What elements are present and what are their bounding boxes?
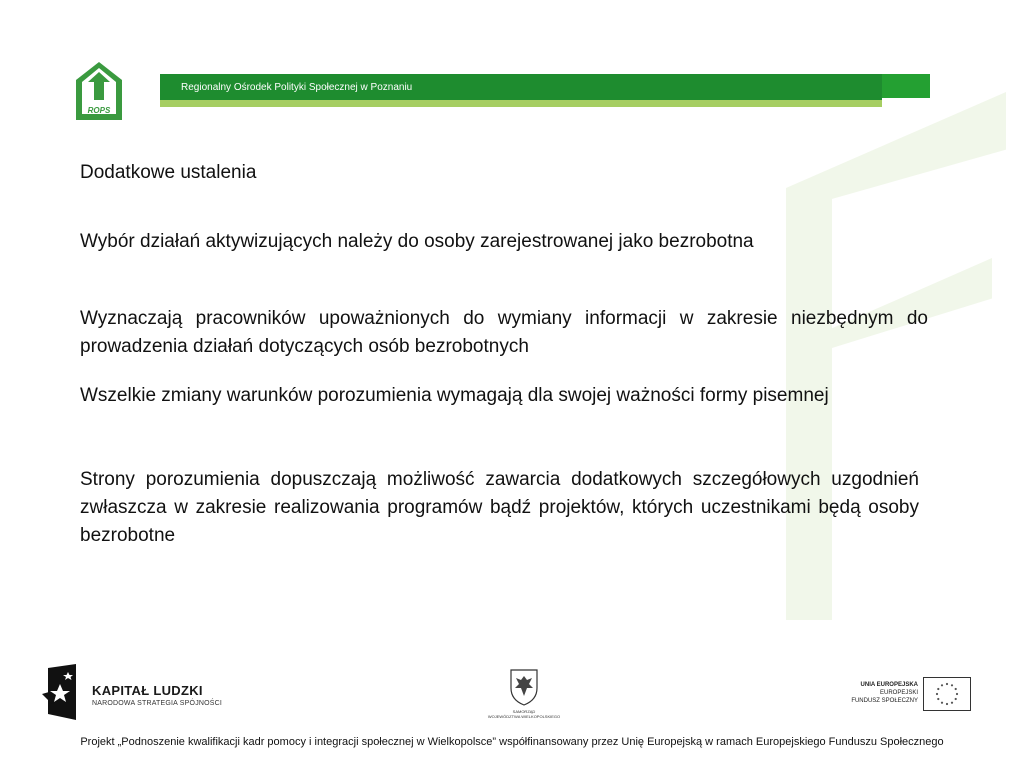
paragraph-4: Strony porozumienia dopuszczają możliwość zawarcia dodatkowych szczegółowych uzgodnień zwłaszcza w zakresie realizowania programów bądź projektów, których uczestnikami będą osoby bezrobotne: [80, 469, 919, 546]
kapital-ludzki-title: KAPITAŁ LUDZKI: [92, 683, 203, 698]
svg-text:ROPS: ROPS: [87, 106, 111, 115]
kapital-ludzki-subtitle: NARODOWA STRATEGIA SPÓJNOŚCI: [92, 700, 223, 707]
paragraph-1: Wybór działań aktywizujących należy do osoby zarejestrowanej jako bezrobotna: [80, 231, 754, 252]
unia-europejska-text: UNIA EUROPEJSKA EUROPEJSKI FUNDUSZ SPOŁECZNY: [851, 682, 918, 704]
rops-logo: [76, 62, 122, 120]
slide-heading: Dodatkowe ustalenia: [80, 162, 257, 183]
header-bar-accent: [882, 74, 930, 98]
wielkopolska-crest-icon: [509, 668, 539, 706]
samorzad-caption: SAMORZĄD WOJEWÓDZTWA WIELKOPOLSKIEGO: [487, 709, 561, 719]
eu-flag-icon: [923, 677, 971, 711]
header-org-name: Regionalny Ośrodek Polityki Społecznej w Poznaniu: [181, 82, 413, 93]
kapital-ludzki-logo-icon: [42, 664, 78, 720]
footer-project-text: Projekt „Podnoszenie kwalifikacji kadr pomocy i integracji społecznej w Wielkopolsce” współfinansowany przez Unię Europejską w ramach Europejskiego Funduszu Społecznego: [80, 736, 944, 748]
header-strip: [160, 100, 882, 107]
paragraph-2: Wyznaczają pracowników upoważnionych do wymiany informacji w zakresie niezbędnym do prowadzenia działań dotyczących osób bezrobotnych: [80, 308, 928, 357]
paragraph-3: Wszelkie zmiany warunków porozumienia wymagają dla swojej ważności formy pisemnej: [80, 385, 829, 406]
